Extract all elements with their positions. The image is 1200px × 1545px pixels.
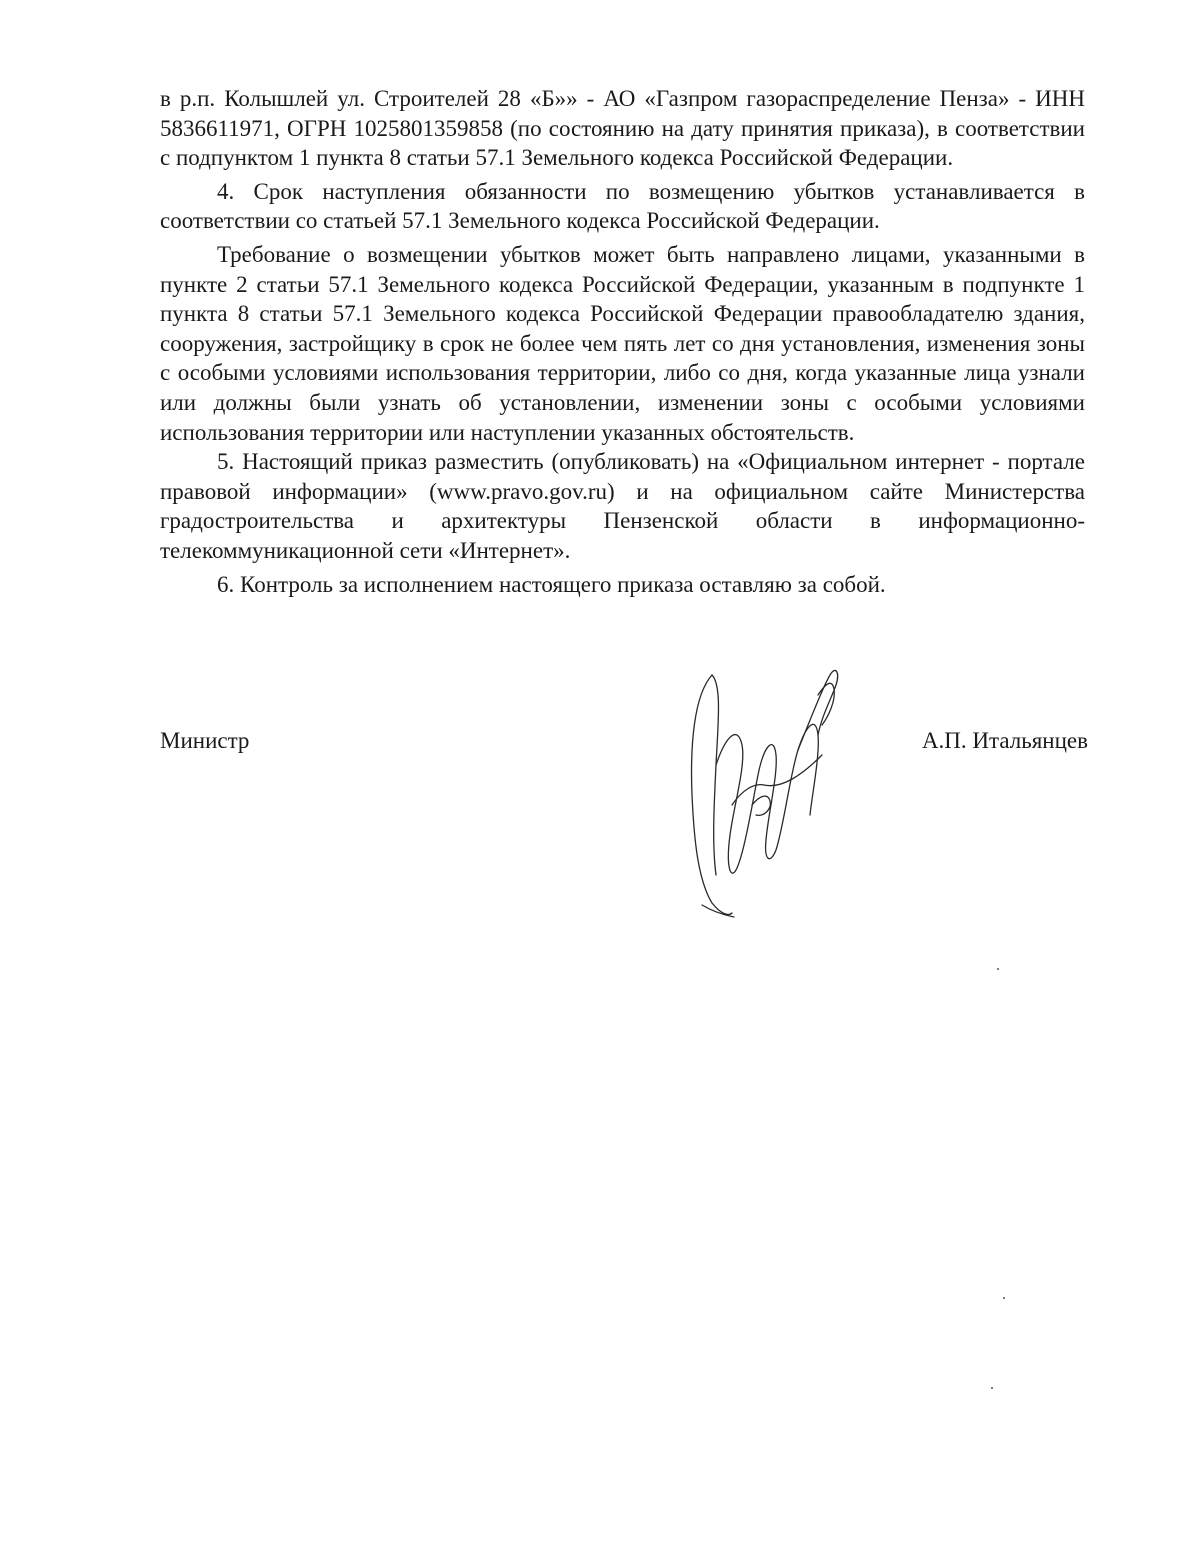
handwritten-signature-icon	[672, 655, 852, 920]
paragraph-item-4: 4. Срок наступления обязанности по возмещению убытков устанавливается в соответствии со статьей 57.1 Земельного кодекса Российской Федерации.	[160, 178, 1085, 234]
scan-speck	[997, 968, 999, 970]
signature-block	[160, 728, 1088, 768]
scan-speck	[1003, 1297, 1005, 1299]
paragraph-compensation-claim: Требование о возмещении убытков может быть направлено лицами, указанными в пункте 2 статьи 57.1 Земельного кодекса Российской Федерации, указанным в подпункте 1 пункта 8 статьи 57.1 Земельного кодекса Российской Федерации правообладателю здания, сооружения, застройщику в срок не более чем пять лет со дня установления, изменения зоны с особыми условиями использования территории, либо со дня, когда указанные лица узнали или должны были узнать об установлении, изменении зоны с особыми условиями использования территории или наступлении указанных обстоятельств.	[160, 241, 1085, 445]
signatory-role: Министр	[160, 728, 250, 753]
paragraph-item-5: 5. Настоящий приказ разместить (опубликовать) на «Официальном интернет - портале правовой информации» (www.pravo.gov.ru) и на официальном сайте Министерства градостроительства и архитектуры Пензенской области в информационно-телекоммуникационной сети «Интернет».	[160, 449, 1085, 563]
paragraph-address-continuation: в р.п. Колышлей ул. Строителей 28 «Б»» - АО «Газпром газораспределение Пенза» - ИНН 5836611971, ОГРН 1025801359858 (по состоянию на дату принятия приказа), в соответствии с подпунктом 1 пункта 8 статьи 57.1 Земельного кодекса Российской Федерации.	[160, 86, 1085, 171]
scan-speck	[991, 1387, 993, 1389]
paragraph-item-6: 6. Контроль за исполнением настоящего приказа оставляю за собой.	[217, 571, 886, 597]
document-body	[160, 84, 1085, 599]
signatory-name: А.П. Итальянцев	[921, 728, 1088, 753]
